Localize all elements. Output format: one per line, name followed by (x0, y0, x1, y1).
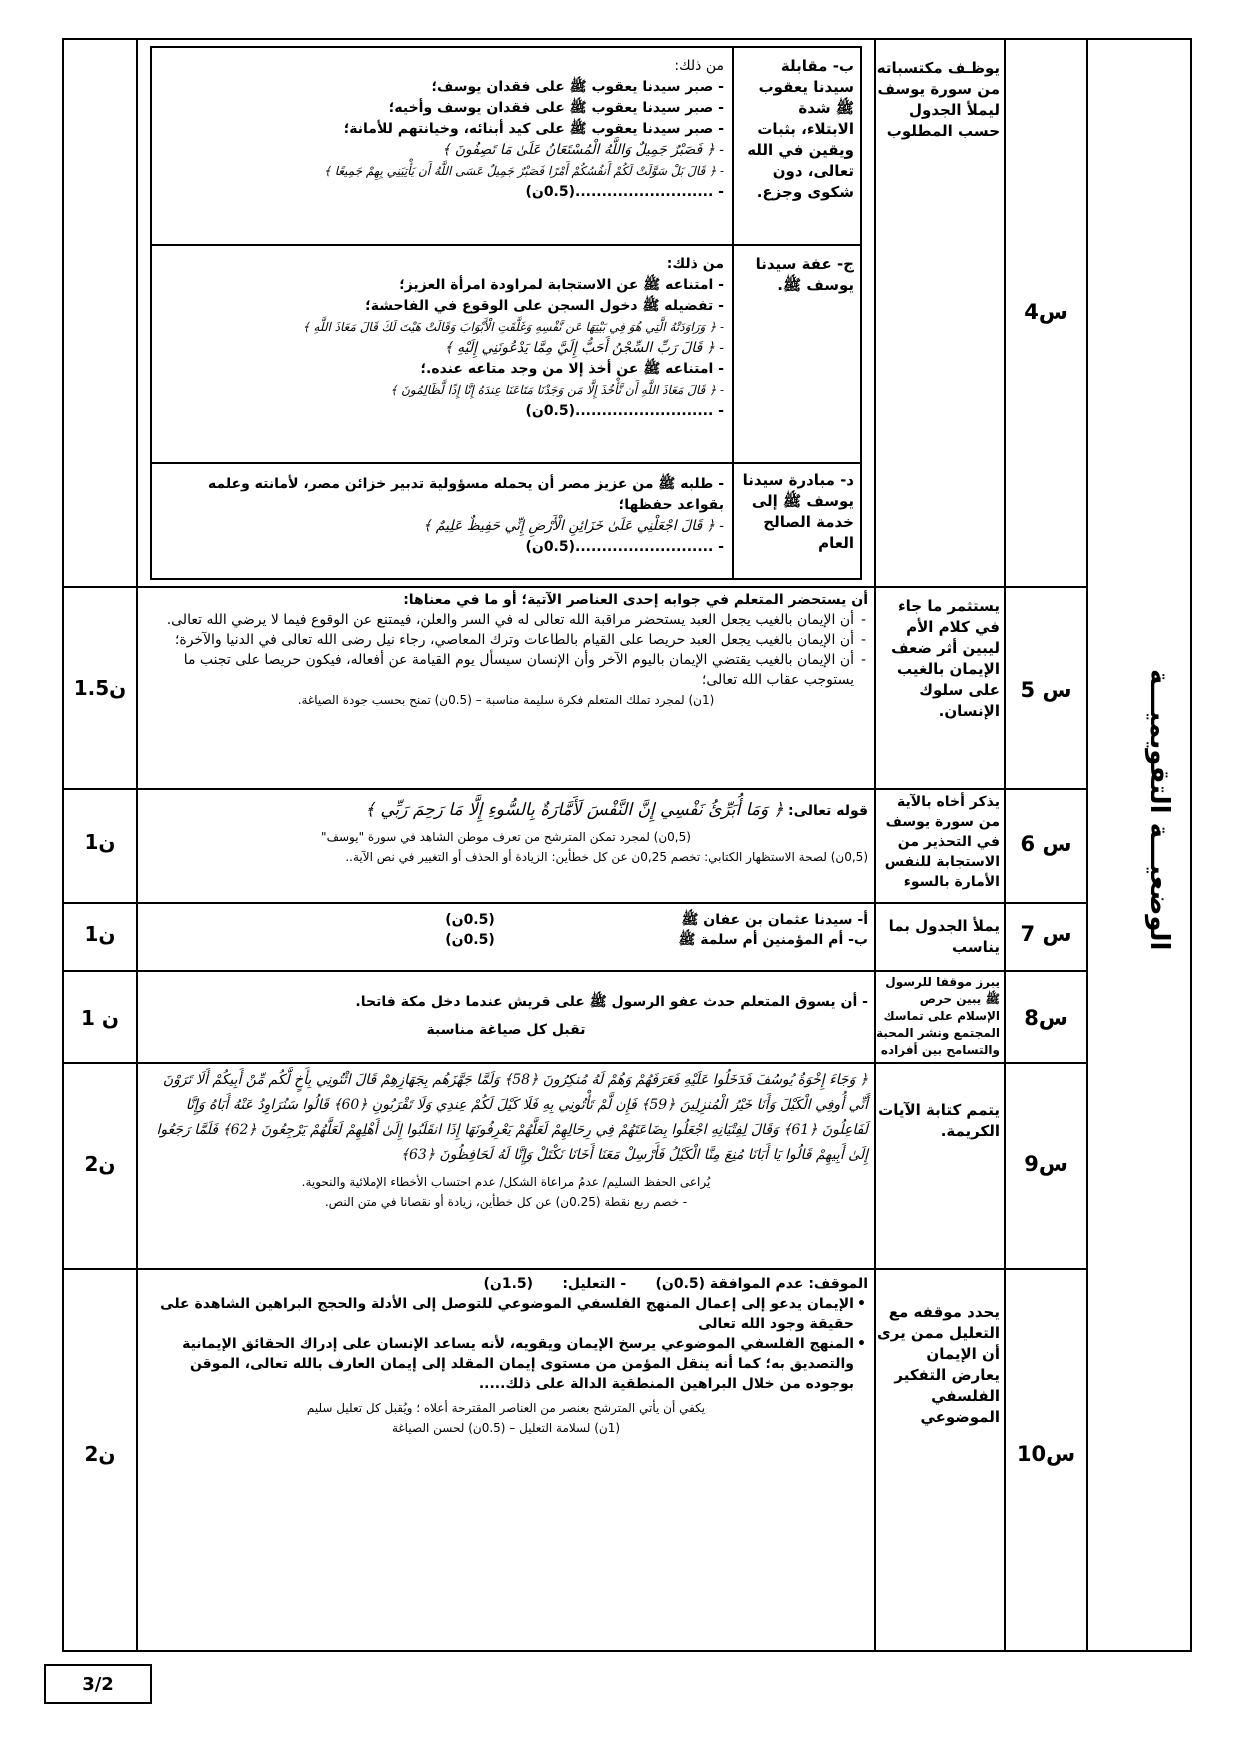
q4-row-c-body (160, 254, 724, 422)
verse-line: - ﴿ قَالَ اجْعَلْنِي عَلَىٰ خَزَائِنِ الْأَرْضِ إِنِّي حَفِيظٌ عَلِيمٌ ﴾ (423, 518, 724, 534)
lead-text: قوله تعالى: (787, 803, 868, 819)
answer-item: • الإيمان يدعو إلى إعمال المنهج الفلسفي الموضوعي للتوصل إلى الأدلة والحجج البراهين الشاهدة على حقيقة وجود الله تعالى (144, 1294, 854, 1334)
q7-scores (434, 910, 506, 950)
stance-label: الموقف: عدم الموافقة (709, 1276, 868, 1292)
verse-line: - ﴿ فَصَبْرٌ جَمِيلٌ وَاللَّهُ الْمُسْتَعَانُ عَلَىٰ مَا تَصِفُونَ ﴾ (442, 142, 724, 158)
q9-answer (144, 1068, 868, 1212)
answer-item: - أن الإيمان بالغيب يجعل العبد حريصا على القيام بالطاعات وترك المعاصي، رجاء نيل رضى الله تعالى في الدنيا والآخرة؛ (144, 630, 854, 650)
line: - تفضيله ﷺ دخول السجن على الوقوع في الفاحشة؛ (365, 298, 724, 314)
question-criteria: يذكر أخاه بالآية من سورة يوسف في التحذير من الاستجابة للنفس الأمارة بالسوء (884, 794, 1000, 890)
row-divider (64, 1268, 1086, 1270)
question-number: س 7 (1020, 922, 1072, 946)
score: (0.5ن) (445, 912, 495, 928)
q4-row-d-body (160, 474, 724, 558)
line: - امتناعه ﷺ عن أخذ إلا من وجد متاعه عنده.؛ (420, 361, 724, 377)
question-number: س 6 (1020, 832, 1072, 856)
intro-line: أن يستحضر المتعلم في جوابه إحدى العناصر الآتية؛ أو ما في معناها: (403, 592, 868, 608)
grading-note: (1ن) لسلامة التعليل – (0.5ن) لحسن الصياغة (391, 1421, 621, 1435)
grading-note: (0,5ن) لصحة الاستظهار الكتابي: تخصم 0,25ن عن كل خطأين: الزيادة أو الحذف أو التغيير في نص الآية.. (345, 850, 868, 864)
verse-line: - ﴿ وَرَاوَدَتْهُ الَّتِي هُوَ فِي بَيْتِهَا عَن نَّفْسِهِ وَغَلَّقَتِ الْأَبْوَابَ وَقَالَتْ هَيْتَ لَكَ قَالَ مَعَاذَ اللَّهِ ﴾ (302, 320, 724, 334)
page-number: 3/2 (44, 1664, 152, 1704)
q4-row-b-head: ب- مقابلة سيدنا يعقوب ﷺ شدة الابتلاء، بثبات ويقين في الله تعالى، دون شكوى وجزع. (747, 57, 854, 201)
grading-note: يكفي أن يأتي المترشح بعنصر من العناصر المقترحة أعلاه ؛ ويُقبل كل تعليل سليم (306, 1401, 706, 1415)
reason-label: - التعليل: (562, 1276, 627, 1292)
grading-note: (0,5ن) لمجرد تمكن المترشح من تعرف موطن الشاهد في سورة "يوسف" (321, 830, 691, 844)
answer-text: - أن يسوق المتعلم حدث عفو الرسول ﷺ على قريش عندما دخل مكة فاتحا. (355, 994, 868, 1010)
verses-text: ﴿ وَجَاءَ إِخْوَةُ يُوسُفَ فَدَخَلُوا عَلَيْهِ فَعَرَفَهُمْ وَهُمْ لَهُ مُنكِرُونَ ﴿58﴾ وَلَمَّا جَهَّزَهُم بِجَهَازِهِمْ قَالَ ائْتُونِي بِأَخٍ لَّكُم مِّنْ أَبِيكُمْ أَلَا تَرَوْنَ أَنِّي أُوفِي الْكَيْلَ وَأَنَا خَيْرُ الْمُنزِلِينَ ﴿59﴾ فَإِن لَّمْ تَأْتُونِي بِهِ فَلَا كَيْلَ لَكُمْ عِندِي وَلَا تَقْرَبُونِ ﴿60﴾ قَالُوا سَنُرَاوِدُ عَنْهُ أَبَاهُ وَإِنَّا لَفَاعِلُونَ ﴿61﴾ وَقَالَ لِفِتْيَانِهِ اجْعَلُوا بِضَاعَتَهُمْ فِي رِحَالِهِمْ لَعَلَّهُمْ يَعْرِفُونَهَا إِذَا انقَلَبُوا إِلَىٰ أَهْلِهِمْ لَعَلَّهُمْ يَرْجِعُونَ ﴿62﴾ فَلَمَّا رَجَعُوا إِلَىٰ أَبِيهِمْ قَالُوا يَا أَبَانَا مُنِعَ مِنَّا الْكَيْلُ فَأَرْسِلْ مَعَنَا أَخَانَا نَكْتَلْ وَإِنَّا لَهُ لَحَافِظُونَ ﴿63﴾ (156, 1072, 868, 1163)
question-criteria: يبرز موقفا للرسول ﷺ يبين حرص الإسلام على تماسك المجتمع ونشر المحبة والتسامح بين أفراده (876, 975, 1000, 1057)
grading-note: يُراعى الحفظ السليم/ عدمُ مراعاة الشكل/ عدم احتساب الأخطاء الإملائية والنحوية. (301, 1175, 711, 1189)
answer-item: ب- أم المؤمنين أم سلمة ﷺ (678, 932, 868, 948)
grading-note: (1ن) لمجرد تملك المتعلم فكرة سليمة مناسبة – (0.5ن) تمنح بحسب جودة الصياغة. (297, 693, 715, 707)
line: - صبر سيدنا يعقوب ﷺ على فقدان يوسف وأخيه؛ (388, 100, 724, 116)
row-divider (64, 970, 1086, 972)
row-divider (64, 788, 1086, 790)
reason-score: (1.5ن) (483, 1276, 534, 1292)
question-number: س 5 (1020, 678, 1072, 702)
answer-grid (62, 38, 1192, 1652)
q4-row-c-head: ج- عفة سيدنا يوسف ﷺ. (755, 255, 854, 294)
row-divider (64, 902, 1086, 904)
q6-answer (144, 800, 868, 867)
question-criteria: يستثمر ما جاء في كلام الأم ليبين أثر ضعف الإيمان بالغيب على سلوك الإنسان. (891, 597, 1000, 720)
row-divider (64, 586, 1086, 588)
question-mark: 1 ن (81, 1006, 119, 1030)
grading-note: تقبل كل صياغة مناسبة (426, 1022, 586, 1038)
question-number: س4 (1024, 300, 1068, 324)
line: - صبر سيدنا يعقوب ﷺ على فقدان يوسف؛ (431, 79, 724, 95)
answer-item: - أن الإيمان بالغيب يجعل العبد يستحضر مراقبة الله تعالى له في السر والعلن، فيمتنع عن الوقوع فيما لا يرضي الله تعالى. (144, 610, 854, 630)
q4-row-b-body (160, 56, 724, 203)
q4-row-d-head: د- مبادرة سيدنا يوسف ﷺ إلى خدمة الصالح العام (742, 471, 854, 552)
answer-item: - أن الإيمان بالغيب يقتضي الإيمان باليوم الآخر وأن الإنسان سيسأل يوم القيامة عن أفعاله، فيكون حريصا على تجنب ما يستوجب عقاب الله تعالى؛ (144, 650, 854, 690)
line: - طلبه ﷺ من عزيز مصر أن يحمله مسؤولية تدبير خزائن مصر، لأمانته وعلمه بقواعد حفظها؛ (207, 476, 724, 513)
score-line: - ..........................(0.5ن) (525, 403, 724, 419)
line: من ذلك: (674, 58, 724, 74)
q4-inner-table (150, 46, 862, 580)
grading-note: - خصم ربع نقطة (0.25ن) عن كل خطأين، زيادة أو نقصانا في متن النص. (324, 1195, 688, 1209)
q7-answer (504, 910, 868, 950)
q8-answer (144, 992, 868, 1040)
question-criteria: يحدد موقفه مع التعليل ممن يرى أن الإيمان يعارض التفكير الفلسفي الموضوعي (877, 1303, 1000, 1426)
answer-item: أ- سيدنا عثمان بن عفان ﷺ (681, 912, 868, 928)
question-criteria: يملأ الجدول بما يناسب (888, 917, 1000, 956)
verse-text: ﴿ وَمَا أُبَرِّئُ نَفْسِي إِنَّ النَّفْسَ لَأَمَّارَةٌ بِالسُّوءِ إِلَّا مَا رَحِمَ رَبِّي ﴾ (364, 800, 784, 820)
q10-answer (144, 1274, 868, 1438)
line: - امتناعه ﷺ عن الاستجابة لمراودة امرأة العزيز؛ (399, 277, 724, 293)
question-mark: 1ن (84, 922, 116, 946)
question-number: س8 (1024, 1006, 1068, 1030)
row-divider (64, 1062, 1086, 1064)
stance-score: (0.5ن) (655, 1276, 706, 1292)
score-line: - ..........................(0.5ن) (525, 539, 724, 555)
question-number: س10 (1016, 1442, 1076, 1466)
question-mark: 1ن (84, 830, 116, 854)
section-title: الوضعيـــة التقويميـــة (1144, 669, 1174, 951)
question-mark: 2ن (84, 1152, 116, 1176)
mark-column-divider (136, 40, 138, 1650)
verse-line: - ﴿ قَالَ مَعَاذَ اللَّهِ أَن نَّأْخُذَ إِلَّا مَن وَجَدْنَا مَتَاعَنَا عِندَهُ إِنَّا إِذًا لَّظَالِمُونَ ﴾ (390, 383, 724, 397)
line: - صبر سيدنا يعقوب ﷺ على كيد أبنائه، وخيانتهم للأمانة؛ (343, 121, 724, 137)
q5-answer (144, 590, 868, 710)
score-line: - ..........................(0.5ن) (525, 184, 724, 200)
answer-item: • المنهج الفلسفي الموضوعي يرسخ الإيمان ويقويه، لأنه يساعد الإنسان على إدراك الحقائق الإيمانية والتصديق به؛ كما أنه ينقل المؤمن من مستوى إيمان المقلد إلى إيمان العارف بالله تعالى، الموقن بوجوده من خلال البراهين المنطقية الدالة على ذلك..... (144, 1334, 854, 1394)
question-criteria: يوظـف مكتسباته من سورة يوسف ليملأ الجدول حسب المطلوب (876, 59, 1000, 140)
question-mark: 1.5ن (73, 676, 127, 700)
question-criteria: يتمم كتابة الآيات الكريمة. (878, 1101, 1000, 1140)
question-mark: 2ن (84, 1442, 116, 1466)
line: من ذلك: (666, 256, 724, 272)
question-column-divider (1086, 40, 1088, 1650)
score: (0.5ن) (445, 932, 495, 948)
verse-line: - ﴿ قَالَ رَبِّ السِّجْنُ أَحَبُّ إِلَيَّ مِمَّا يَدْعُونَنِي إِلَيْهِ ﴾ (444, 340, 724, 356)
verse-line: - ﴿ قَالَ بَلْ سَوَّلَتْ لَكُمْ أَنفُسُكُمْ أَمْرًا فَصَبْرٌ جَمِيلٌ عَسَى اللَّهُ أَن يَأْتِيَنِي بِهِمْ جَمِيعًا ﴾ (323, 164, 724, 178)
question-number: س9 (1024, 1152, 1068, 1176)
